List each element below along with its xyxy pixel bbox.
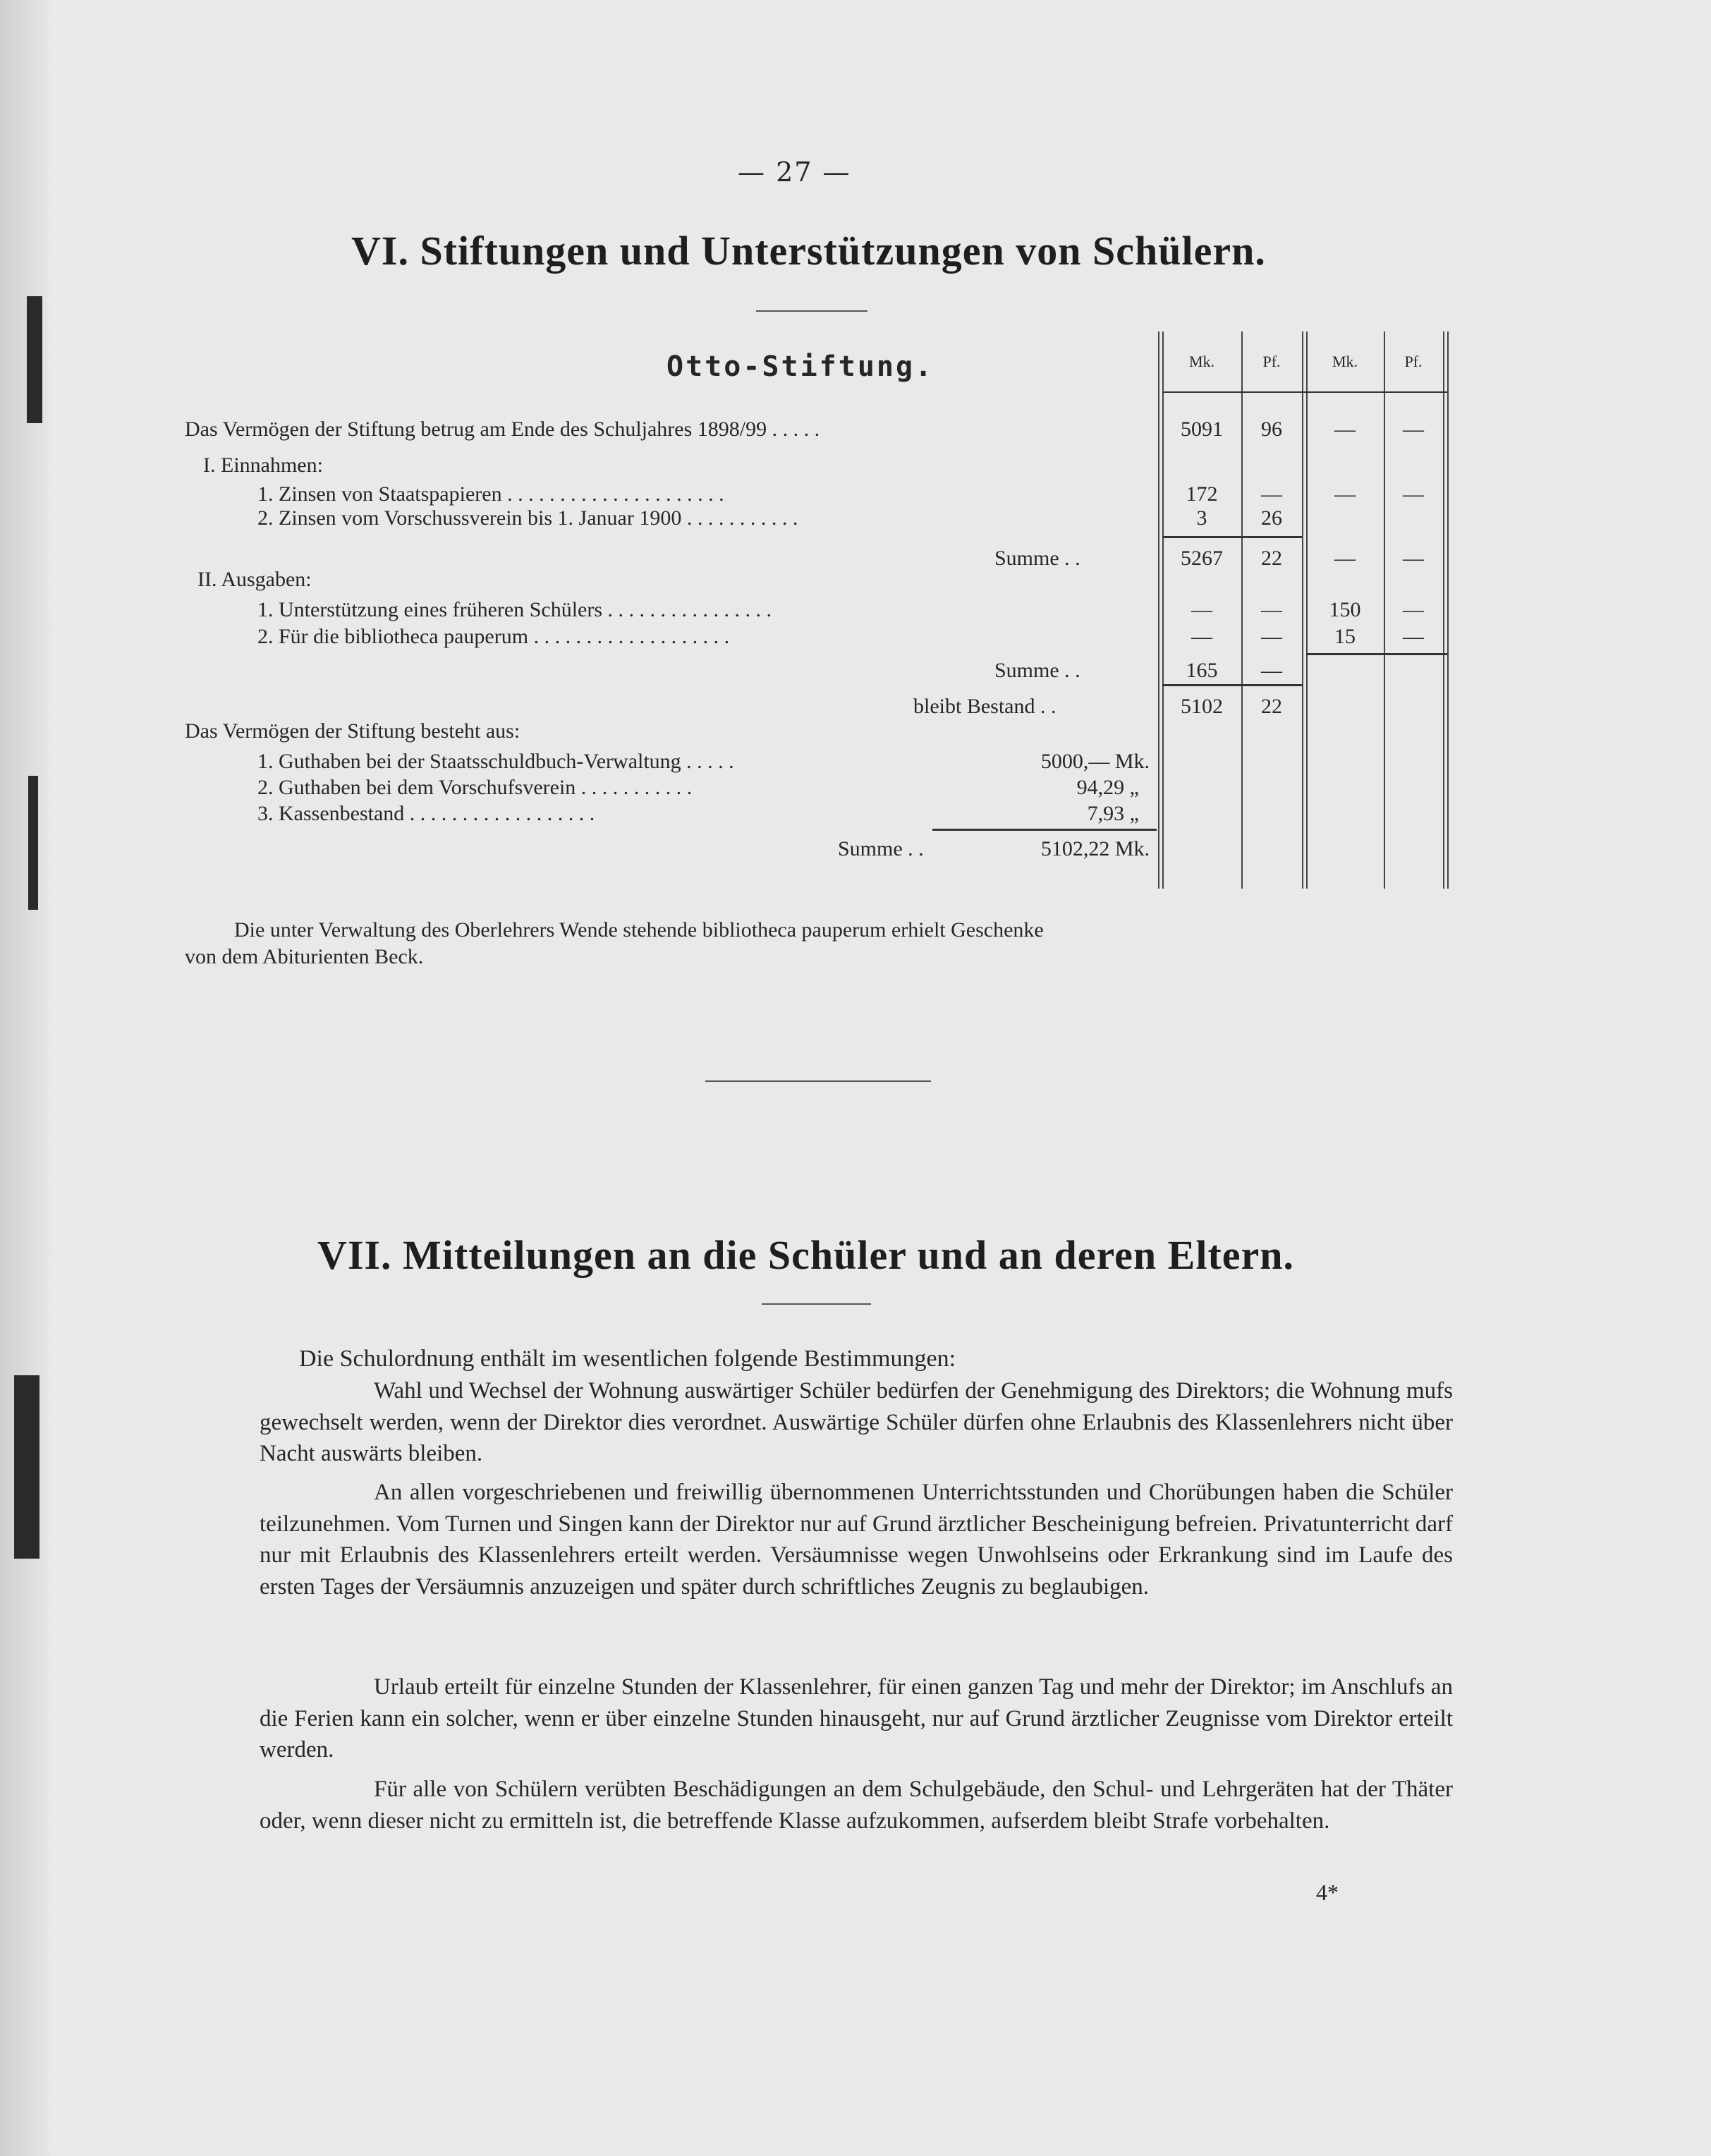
row-label: 1. Unterstützung eines früheren Schülers . . . . . . . . . . . . . . . .: [257, 598, 772, 621]
row-label-summe: Summe . .: [994, 659, 1080, 682]
asset-label: 2. Guthaben bei dem Vorschufsverein . . . . . . . . . . .: [257, 776, 693, 799]
table-header-rule: [1162, 391, 1447, 393]
paragraph-text: Urlaub erteilt für einzelne Stunden der Klassenlehrer, für einen ganzen Tag und mehr der Direktor; im Anschlufs an die Ferien kann ein solcher, wenn er über einzelne Stunden hinausgeht, nur auf Grund ärztlicher Zeugnisse vom Direktor erteilt werden.: [260, 1674, 1453, 1762]
row-label-bestand: bleibt Bestand . .: [913, 695, 1057, 718]
table-line: [1302, 331, 1303, 889]
cell-value: —: [1403, 598, 1424, 621]
cell-value: 15: [1334, 625, 1356, 648]
cell-value: 22: [1261, 547, 1282, 570]
section-divider: [705, 1080, 931, 1082]
paragraph-text: An allen vorgeschriebenen und freiwillig übernommenen Unterrichtsstunden und Chorübungen haben die Schüler teilzunehmen. Vom Turnen und Singen kann der Direktor nur auf Grund ärztlicher Bescheinigung befreien. Privatunterricht darf nur mit Erlaubnis des Klassenlehrers erteilt werden. Versäumnisse wegen Unwohlseins oder Erkrankung sind im Laufe des ersten Tages der Versäumnis anzuzeigen und später durch schriftliches Zeugnis zu beglaubigen.: [260, 1480, 1453, 1600]
cell-value: —: [1334, 418, 1356, 441]
cell-value: —: [1334, 547, 1356, 570]
schulordnung-intro: Die Schulordnung enthält im wesentlichen folgende Bestimmungen:: [299, 1346, 956, 1372]
signature-mark: 4*: [1316, 1880, 1339, 1905]
cell-value: 3: [1196, 506, 1207, 530]
cell-value: 5102: [1181, 695, 1223, 718]
table-line: [1447, 331, 1449, 889]
col-header-pf: Pf.: [1262, 353, 1281, 370]
cell-value: —: [1261, 482, 1282, 506]
cell-value: —: [1191, 598, 1212, 621]
row-label-summe: Summe . .: [994, 547, 1080, 570]
table-line: [1443, 331, 1444, 889]
col-header-mk: Mk.: [1188, 353, 1215, 370]
row-label: II. Ausgaben:: [197, 568, 312, 591]
cell-value: 26: [1261, 506, 1282, 530]
cell-value: —: [1403, 482, 1424, 506]
row-label: I. Einnahmen:: [203, 453, 323, 477]
page-number: — 27 —: [738, 157, 851, 188]
paragraph-text: Für alle von Schülern verübten Beschädigungen an dem Schulgebäude, den Schul- und Lehrgeräten hat der Thäter oder, wenn dieser nicht zu ermitteln ist, die betreffende Klasse aufzukommen, aufserdem bleibt Strafe vorbehalten.: [260, 1777, 1453, 1834]
cell-value: 5267: [1181, 547, 1223, 570]
sum-rule: [1162, 536, 1302, 538]
row-label: Das Vermögen der Stiftung betrug am Ende des Schuljahres 1898/99 . . . . .: [185, 418, 820, 441]
paragraph: [260, 1477, 1453, 1602]
assets-sum-value: 5102,22 Mk.: [1040, 837, 1150, 860]
col-header-mk: Mk.: [1332, 353, 1358, 370]
cell-value: 172: [1186, 482, 1218, 506]
cell-value: —: [1261, 598, 1282, 621]
sum-rule: [1162, 684, 1302, 686]
title-divider: [756, 310, 867, 312]
col-header-pf: Pf.: [1404, 353, 1423, 370]
asset-label: 3. Kassenbestand . . . . . . . . . . . . . . . . . .: [257, 802, 595, 825]
cell-value: —: [1403, 547, 1424, 570]
cell-value: —: [1334, 482, 1356, 506]
cell-value: 165: [1186, 659, 1218, 682]
row-label: 2. Zinsen vom Vorschussverein bis 1. Januar 1900 . . . . . . . . . . .: [257, 506, 798, 530]
section-vii-title: VII. Mitteilungen an die Schüler und an deren Eltern.: [317, 1232, 1295, 1278]
section-vi-title: VI. Stiftungen und Unterstützungen von Schülern.: [351, 228, 1266, 274]
paragraph: [260, 1671, 1453, 1766]
cell-value: 22: [1261, 695, 1282, 718]
row-label: 2. Für die bibliotheca pauperum . . . . . . . . . . . . . . . . . . .: [257, 625, 730, 648]
cell-value: —: [1403, 418, 1424, 441]
otto-stiftung-heading: Otto-Stiftung.: [666, 351, 934, 383]
cell-value: —: [1261, 659, 1282, 682]
paragraph-text: Wahl und Wechsel der Wohnung auswärtiger Schüler bedürfen der Genehmigung des Direktors; die Wohnung mufs gewechselt werden, wenn der Direktor dies verordnet. Auswärtige Schüler dürfen ohne Erlaubnis des Klassenlehrers nicht über Nacht auswärts bleiben.: [260, 1378, 1453, 1466]
paragraph: [260, 1774, 1453, 1837]
sum-rule: [1306, 653, 1447, 655]
note-line: von dem Abiturienten Beck.: [185, 945, 424, 968]
cell-value: 96: [1261, 418, 1282, 441]
asset-label: 1. Guthaben bei der Staatsschuldbuch-Verwaltung . . . . .: [257, 750, 734, 773]
cell-value: 5091: [1181, 418, 1223, 441]
cell-value: 150: [1329, 598, 1361, 621]
cell-value: —: [1261, 625, 1282, 648]
binding-mark: [14, 1375, 39, 1559]
assets-sum-rule: [932, 829, 1157, 831]
assets-intro: Das Vermögen der Stiftung besteht aus:: [185, 719, 520, 743]
asset-value: 5000,— Mk.: [1040, 750, 1150, 773]
cell-value: —: [1403, 625, 1424, 648]
cell-value: —: [1191, 625, 1212, 648]
binding-mark: [28, 776, 38, 910]
title-divider: [762, 1303, 871, 1305]
table-line: [1158, 331, 1159, 889]
binding-mark: [27, 296, 42, 423]
asset-value: 7,93 „: [1087, 802, 1139, 825]
assets-sum-label: Summe . .: [838, 837, 924, 860]
paragraph: [260, 1375, 1453, 1470]
row-label: 1. Zinsen von Staatspapieren . . . . . . . . . . . . . . . . . . . . .: [257, 482, 724, 506]
asset-value: 94,29 „: [1076, 776, 1139, 799]
note-line: Die unter Verwaltung des Oberlehrers Wende stehende bibliotheca pauperum erhielt Geschenke: [234, 918, 1044, 942]
